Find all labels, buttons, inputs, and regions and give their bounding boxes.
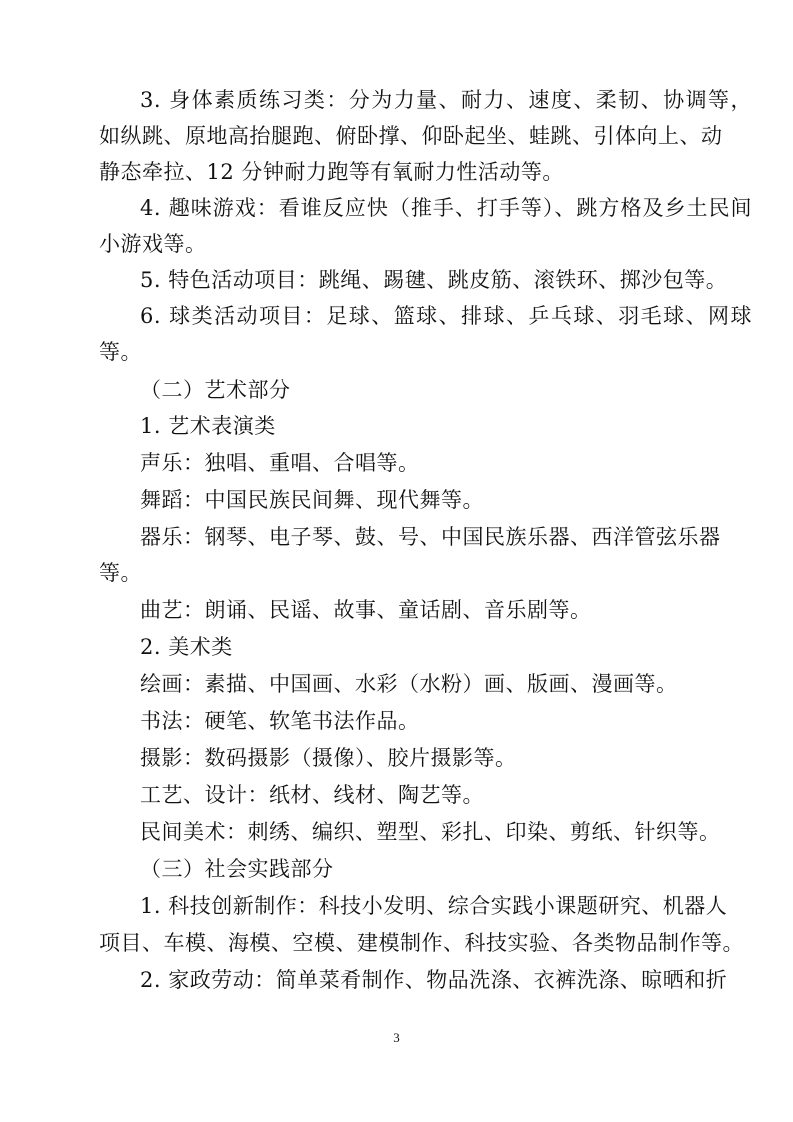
text-line: 2. 家政劳动：简单菜肴制作、物品洗涤、衣裤洗涤、晾晒和折 [140, 968, 728, 992]
text-line: 绘画：素描、中国画、水彩（水粉）画、版画、漫画等。 [140, 672, 678, 696]
text-line: 1. 科技创新制作：科技小发明、综合实践小课题研究、机器人 [140, 894, 728, 918]
text-line: 项目、车模、海模、空模、建模制作、科技实验、各类物品制作等。 [99, 931, 744, 955]
text-line: 等。 [99, 561, 142, 585]
text-line: 舞蹈：中国民族民间舞、现代舞等。 [140, 488, 484, 512]
text-line: 器乐：钢琴、电子琴、鼓、号、中国民族乐器、西洋管弦乐器 [140, 525, 721, 549]
page-number: 3 [393, 1030, 400, 1045]
text-line: 2. 美术类 [140, 635, 233, 659]
text-line: 如纵跳、原地高抬腿跑、俯卧撑、仰卧起坐、蛙跳、引体向上、动 [99, 124, 723, 148]
text-line: 5. 特色活动项目：跳绳、踢毽、跳皮筋、滚铁环、掷沙包等。 [140, 268, 728, 292]
text-line: 3. 身体素质练习类：分为力量、耐力、速度、柔韧、协调等， [140, 88, 752, 112]
text-line: 曲艺：朗诵、民谣、故事、童话剧、音乐剧等。 [140, 598, 592, 622]
text-line: 小游戏等。 [99, 232, 207, 256]
text-line: 等。 [99, 340, 142, 364]
section-heading: （二）艺术部分 [140, 378, 291, 402]
text-line: 民间美术：刺绣、编织、塑型、彩扎、印染、剪纸、针织等。 [140, 820, 721, 844]
text-line: 摄影：数码摄影（摄像）、胶片摄影等。 [140, 746, 517, 770]
section-heading: （三）社会实践部分 [140, 857, 334, 881]
text-line: 声乐：独唱、重唱、合唱等。 [140, 451, 420, 475]
text-line: 4. 趣味游戏：看谁反应快（推手、打手等）、跳方格及乡土民间 [140, 196, 752, 220]
text-line: 静态牵拉、12 分钟耐力跑等有氧耐力性活动等。 [99, 160, 564, 184]
text-line: 6. 球类活动项目：足球、篮球、排球、乒乓球、羽毛球、网球 [140, 304, 752, 328]
text-line: 1. 艺术表演类 [140, 414, 276, 438]
text-line: 书法：硬笔、软笔书法作品。 [140, 709, 420, 733]
text-line: 工艺、设计：纸材、线材、陶艺等。 [140, 783, 484, 807]
